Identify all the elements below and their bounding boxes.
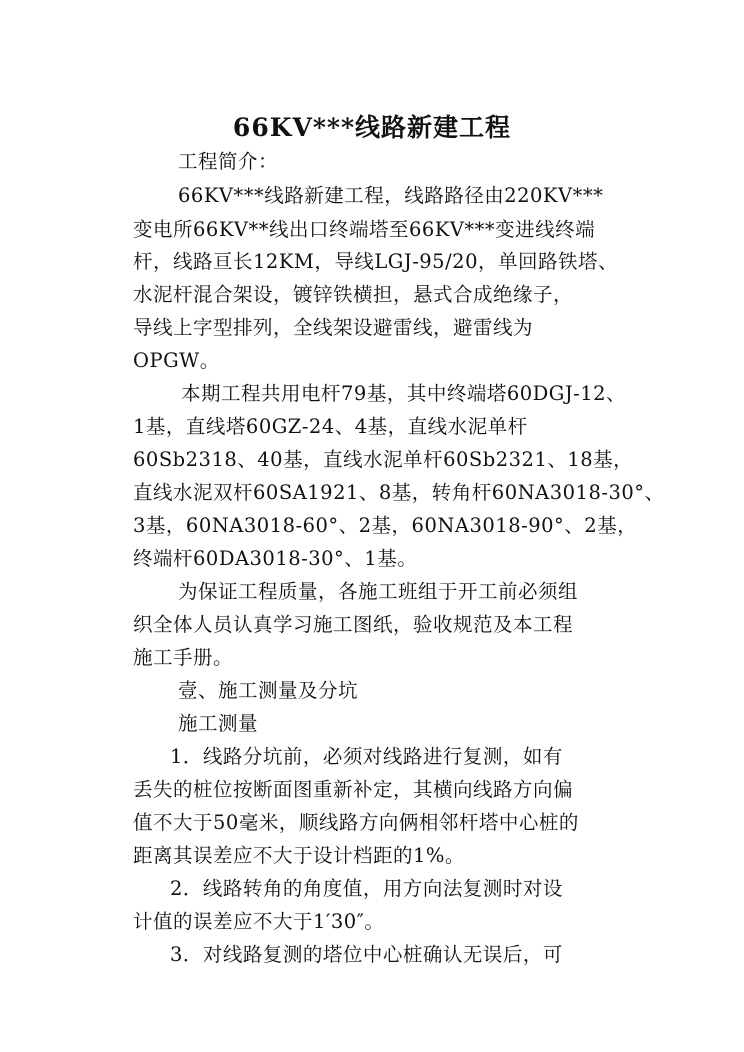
paragraph-line: 1．线路分坑前，必须对线路进行复测，如有	[170, 745, 563, 768]
paragraph-line: 施工手册。	[133, 646, 234, 669]
paragraph-line: 60Sb2318、40基，直线水泥单杆60Sb2321、18基，	[133, 448, 634, 471]
paragraph-line: 杆，线路亘长12KM，导线LGJ-95/20，单回路铁塔、	[133, 250, 618, 273]
paragraph-line: 导线上字型排列，全线架设避雷线，避雷线为	[133, 316, 534, 339]
paragraph-line: 3．对线路复测的塔位中心桩确认无误后，可	[170, 943, 563, 966]
paragraph-line: 织全体人员认真学习施工图纸，验收规范及本工程	[133, 613, 574, 636]
paragraph-line: 终端杆60DA3018-30°、1基。	[133, 547, 418, 570]
section-heading: 壹、施工测量及分坑	[178, 679, 359, 702]
paragraph-line: 水泥杆混合架设，镀锌铁横担，悬式合成绝缘子，	[133, 283, 574, 306]
paragraph-line: 1基，直线塔60GZ-24、4基，直线水泥单杆	[133, 415, 528, 438]
document-title: 66KV***线路新建工程	[232, 113, 512, 142]
paragraph-line: OPGW。	[133, 349, 220, 372]
paragraph-line: 距离其误差应不大于设计档距的1%。	[133, 844, 465, 867]
paragraph-line: 为保证工程质量，各施工班组于开工前必须组	[178, 580, 579, 603]
paragraph-line: 变电所66KV**线出口终端塔至66KV***变进线终端	[133, 218, 596, 241]
paragraph-line: 66KV***线路新建工程，线路路径由220KV***	[178, 184, 604, 207]
paragraph-line: 计值的误差应不大于1′30″。	[133, 910, 385, 933]
paragraph-line: 3基，60NA3018-60°、2基，60NA3018-90°、2基，	[133, 514, 638, 537]
section-intro-heading: 工程简介：	[178, 150, 279, 173]
paragraph-line: 丢失的桩位按断面图重新补定，其横向线路方向偏	[133, 778, 574, 801]
paragraph-line: 本期工程共用电杆79基，其中终端塔60DGJ-12、	[181, 382, 627, 405]
paragraph-line: 直线水泥双杆60SA1921、8基，转角杆60NA3018-30°、	[133, 481, 665, 504]
paragraph-line: 2．线路转角的角度值，用方向法复测时对设	[170, 877, 563, 900]
paragraph-line: 值不大于50毫米，顺线路方向俩相邻杆塔中心桩的	[133, 811, 579, 834]
subsection-heading: 施工测量	[178, 712, 259, 735]
